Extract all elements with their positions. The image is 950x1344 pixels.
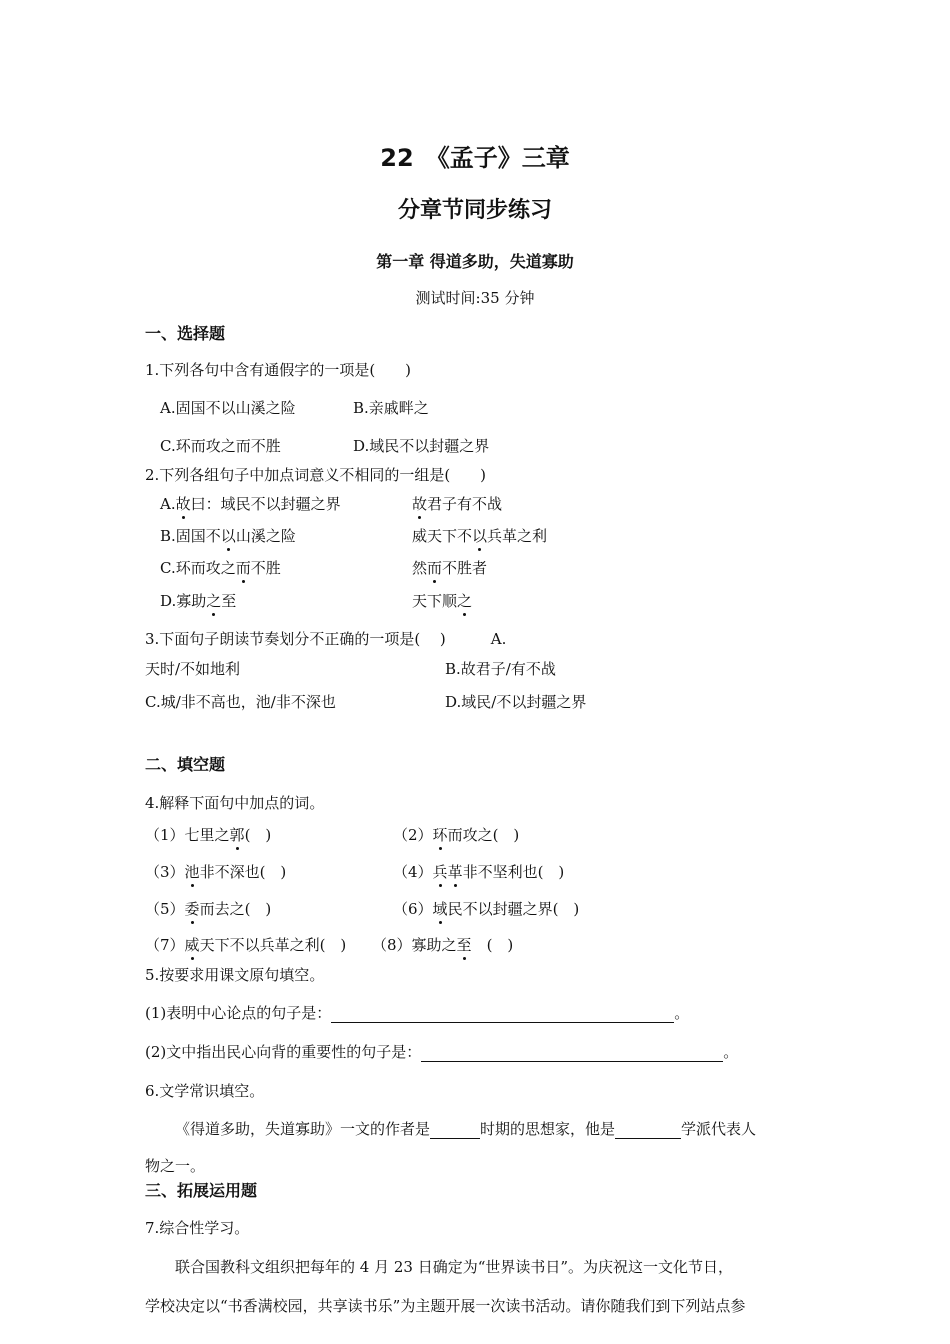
page-title: 22 《孟子》三章 xyxy=(380,144,570,172)
q3-option-b: B.故君子/有不战 xyxy=(445,660,556,678)
emphasis-dot-word: 之 xyxy=(457,592,473,610)
q3-option-a: 天时/不如地利 xyxy=(145,660,241,678)
emphasis-dot-word: 郭 xyxy=(229,826,245,844)
emphasis-dot-word: 池 xyxy=(184,863,200,881)
q1-option-b: B.亲戚畔之 xyxy=(353,399,429,417)
q7-stem: 7.综合性学习。 xyxy=(145,1219,250,1237)
q2-option-b-right: 威天下不以兵革之利 xyxy=(412,527,548,545)
emphasis-dot-word: 而 xyxy=(235,559,251,577)
q2-option-a-right: 故君子有不战 xyxy=(412,495,503,513)
emphasis-dot-word: 革 xyxy=(447,863,463,881)
answer-blank[interactable] xyxy=(331,1006,674,1023)
q4-item-6: （6）域民不以封疆之界( ) xyxy=(393,900,580,918)
emphasis-dot-word: 委 xyxy=(184,900,200,918)
emphasis-dot-word: 兵 xyxy=(432,863,448,881)
q2-option-a-left: A.故曰：域民不以封疆之界 xyxy=(160,495,341,513)
q4-item-1: （1）七里之郭( ) xyxy=(145,826,272,844)
q1-option-d: D.域民不以封疆之界 xyxy=(353,437,490,455)
emphasis-dot-word: 之 xyxy=(206,592,222,610)
q6-stem: 6.文学常识填空。 xyxy=(145,1082,265,1100)
emphasis-dot-word: 环 xyxy=(432,826,448,844)
q7-line-2: 学校决定以“书香满校园，共享读书乐”为主题开展一次读书活动。请你随我们到下列站点参 xyxy=(145,1297,746,1315)
section-heading-extension: 三、拓展运用题 xyxy=(145,1181,258,1200)
q2-stem: 2.下列各组句子中加点词意义不相同的一组是( ) xyxy=(145,466,487,484)
answer-blank[interactable] xyxy=(615,1122,681,1139)
q4-item-8: （8）寡助之至 ( ) xyxy=(372,936,514,954)
q1-option-a: A.固国不以山溪之险 xyxy=(160,399,296,417)
test-time: 测试时间:35 分钟 xyxy=(415,289,535,307)
q2-option-d-left: D.寡助之至 xyxy=(160,592,237,610)
q3-option-d: D.域民/不以封疆之界 xyxy=(445,693,587,711)
q2-option-d-right: 天下顺之 xyxy=(412,592,473,610)
q4-item-4: （4）兵革非不坚利也( ) xyxy=(393,863,565,881)
q4-item-3: （3）池非不深也( ) xyxy=(145,863,287,881)
q7-line-1: 联合国教科文组织把每年的 4 月 23 日确定为“世界读书日”。为庆祝这一文化节日， xyxy=(175,1258,734,1276)
emphasis-dot-word: 故 xyxy=(412,495,428,513)
emphasis-dot-word: 以 xyxy=(220,527,236,545)
emphasis-dot-word: 而 xyxy=(427,559,443,577)
emphasis-dot-word: 至 xyxy=(456,936,472,954)
q6-line-1: 《得道多助，失道寡助》一文的作者是 时期的思想家，他是 学派代表人 xyxy=(175,1120,757,1138)
q1-option-c: C.环而攻之而不胜 xyxy=(160,437,281,455)
page-subtitle: 分章节同步练习 xyxy=(397,198,552,223)
q5-item-1: (1)表明中心论点的句子是： 。 xyxy=(145,1004,690,1022)
q5-stem: 5.按要求用课文原句填空。 xyxy=(145,966,325,984)
answer-blank[interactable] xyxy=(430,1122,480,1139)
q3-stem: 3.下面句子朗读节奏划分不正确的一项是( ) A. xyxy=(145,630,507,648)
answer-blank[interactable] xyxy=(421,1045,723,1062)
emphasis-dot-word: 以 xyxy=(472,527,488,545)
q2-option-c-right: 然而不胜者 xyxy=(412,559,488,577)
q5-item-2: (2)文中指出民心向背的重要性的句子是： 。 xyxy=(145,1043,739,1061)
emphasis-dot-word: 域 xyxy=(432,900,448,918)
q2-option-b-left: B.固国不以山溪之险 xyxy=(160,527,296,545)
q4-item-7: （7）威天下不以兵革之利( ) xyxy=(145,936,347,954)
section-heading-choice: 一、选择题 xyxy=(145,324,226,343)
q3-option-c: C.城/非不高也，池/非不深也 xyxy=(145,693,336,711)
emphasis-dot-word: 故 xyxy=(175,495,191,513)
q1-stem: 1.下列各句中含有通假字的一项是( ) xyxy=(145,361,412,379)
q4-item-2: （2）环而攻之( ) xyxy=(393,826,520,844)
q4-stem: 4.解释下面句中加点的词。 xyxy=(145,794,325,812)
emphasis-dot-word: 威 xyxy=(184,936,200,954)
q4-item-5: （5）委而去之( ) xyxy=(145,900,272,918)
q2-option-c-left: C.环而攻之而不胜 xyxy=(160,559,281,577)
q6-line-2: 物之一。 xyxy=(145,1157,206,1175)
section-heading-fill: 二、填空题 xyxy=(145,755,226,774)
chapter-title: 第一章 得道多助，失道寡助 xyxy=(376,252,574,271)
